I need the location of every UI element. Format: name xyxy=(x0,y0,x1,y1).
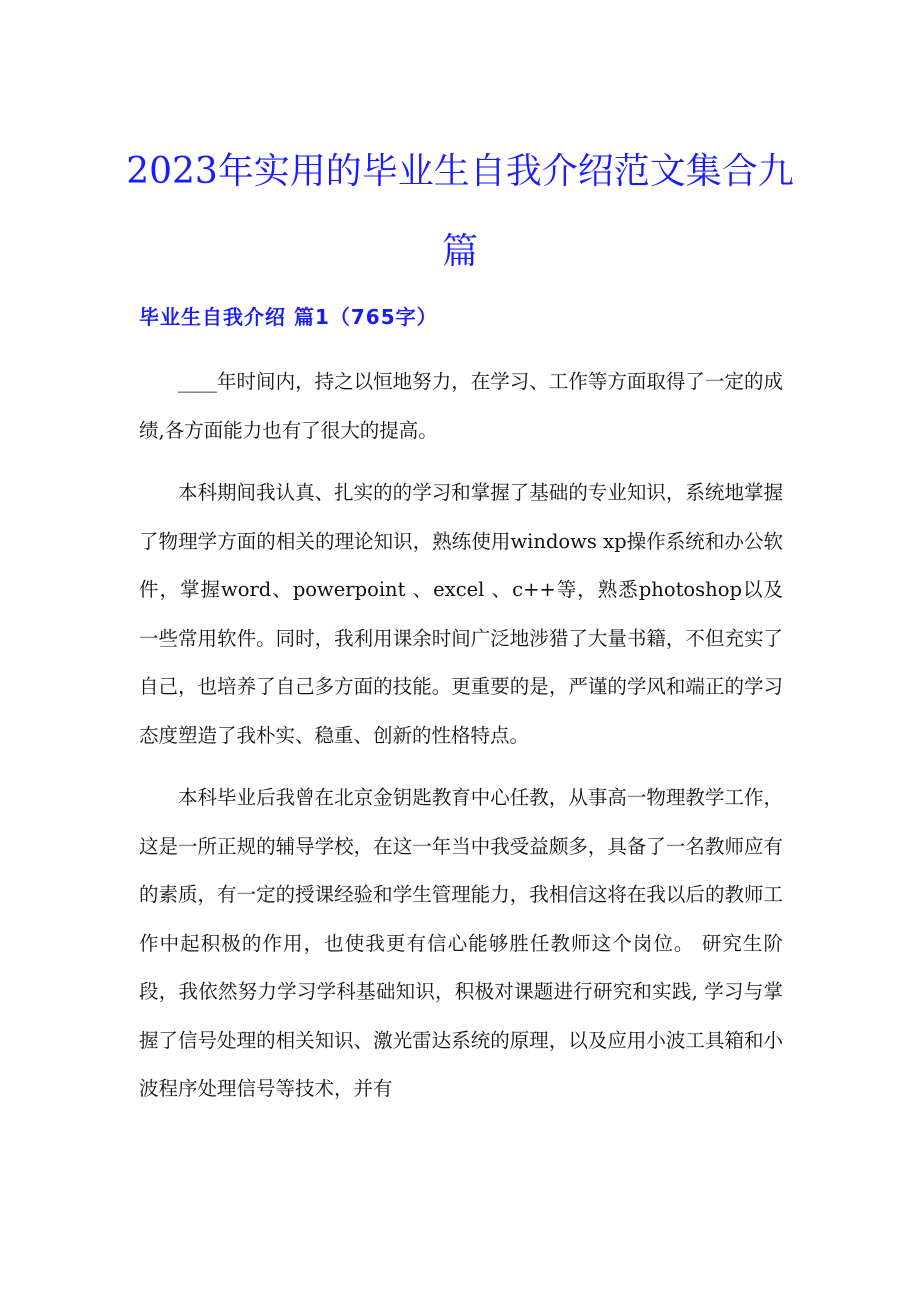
paragraph: ____年时间内，持之以恒地努力，在学习、工作等方面取得了一定的成绩,各方面能力也有了很大的提高。 xyxy=(139,370,783,442)
document-title: 2023年实用的毕业生自我介绍范文集合九篇 xyxy=(126,151,794,272)
paragraph: 本科毕业后我曾在北京金钥匙教育中心任教，从事高一物理教学工作，这是一所正规的辅导学校，在这一年当中我受益颇多，具备了一名教师应有的素质，有一定的授课经验和学生管理能力，我相信这将在我以后的教师工作中起积极的作用，也使我更有信心能够胜任教师这个岗位。 研究生阶段，我依然努力学习学科基础知识，积极对课题进行研究和实践, 学习与掌握了信号处理的相关知识、激光雷达系统的原理，以及应用小波工具箱和小波程序处理信号等技术，并有 xyxy=(139,786,783,1100)
paragraph: 本科期间我认真、扎实的的学习和掌握了基础的专业知识，系统地掌握了物理学方面的相关的理论知识，熟练使用windows xp操作系统和办公软件，掌握word、powerpoint 、excel 、c++等，熟悉photoshop以及一些常用软件。同时，我利用课余时间广泛地涉猎了大量书籍，不但充实了自己，也培养了自己多方面的技能。更重要的是，严谨的学风和端正的学习态度塑造了我朴实、稳重、创新的性格特点。 xyxy=(139,481,783,747)
section-heading: 毕业生自我介绍 篇1（765字） xyxy=(139,305,438,329)
section-body xyxy=(139,358,783,1128)
